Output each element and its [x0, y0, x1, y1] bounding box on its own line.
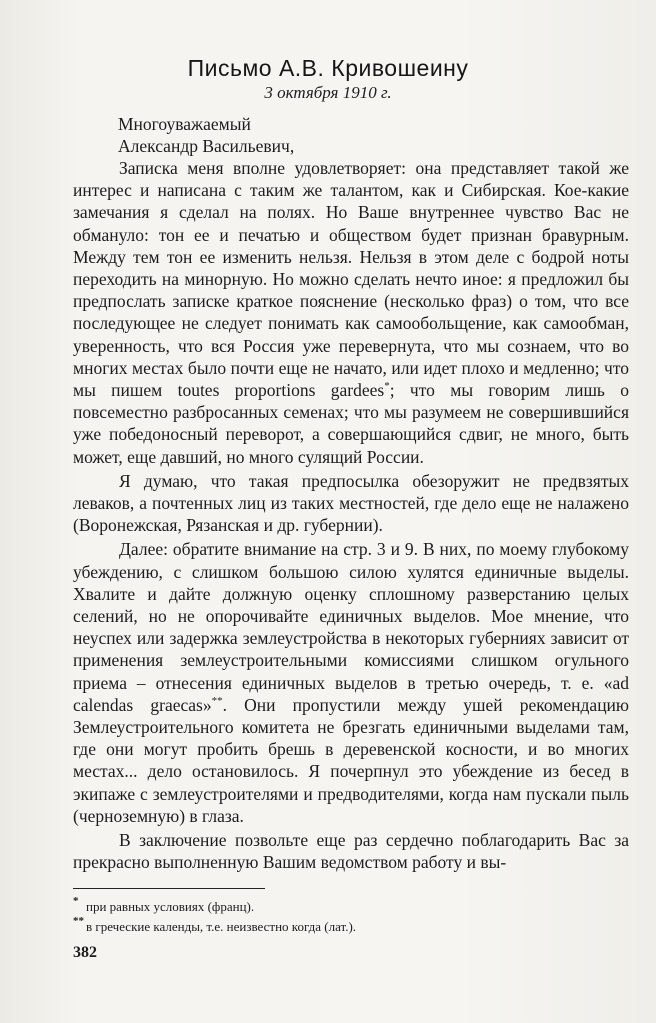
paragraph-text: Далее: обратите внимание на стр. 3 и 9. В них, по моему глубокому убеждению, с слишком большою силою хулятся единичные выделы. Хвалите и дайте должную оценку сплошному разверстанию целых селений, но не опорочивайте единичных выделов. Мое мнение, что неуспех или задержка землеустройства в некоторых губерниях зависит от применения землеустроительными комиссиями слишком огульного приема – отнесения единичных выделов в третью очередь, т. е. «ad calendas graecas» — [73, 539, 629, 715]
paragraph — [73, 829, 629, 873]
letter-title: Письмо А.В. Кривошеину — [187, 55, 469, 81]
footnote-reference: * — [384, 380, 390, 393]
paragraph-text: Записка меня вполне удовлетворяет: она представляет такой же интерес и написана с таким же талантом, как и Сибирская. Кое-какие замечания я сделал на полях. Но Ваше внутреннее чувство Вас не обмануло: тон ее и печатью и обществом будет признан бравурным. Между тем тон ее изменить нельзя. Нельзя в этом деле с бодрой ноты переходить на минорную. Но можно сделать нечто иное: я предложил бы предпослать записке краткое пояснение (несколько фраз) о том, что все последующее не следует понимать как самообольщение, как самообман, уверенность, что вся Россия уже перевернута, что мы сознаем, что во многих местах было почти еще не начато, или идет плохо и медленно; что мы пишем toutes proportions gardees — [73, 158, 629, 401]
salutation-line: Александр Васильевич, — [118, 136, 295, 157]
footnote-text: при равных условиях (франц). — [86, 899, 255, 914]
salutation-line: Многоуважаемый — [118, 114, 251, 134]
footnote — [73, 917, 356, 937]
letter-date: 3 октября 1910 г. — [264, 83, 392, 102]
paragraph — [73, 538, 629, 827]
paragraph-text: ; что мы говорим лишь о повсеместно разбросанных семенах; что мы разумеем не совершившийся уже победоносный переворот, а совершающийся сдвиг, не много, быть может, еще давший, но много сулящий России. — [73, 380, 630, 467]
footnote-reference: ** — [211, 695, 223, 708]
footnote-mark: * — [73, 895, 79, 907]
salutation — [118, 113, 294, 157]
footnotes — [73, 897, 356, 937]
paragraph — [73, 157, 629, 468]
page-number: 382 — [73, 944, 97, 961]
footnote-mark: ** — [73, 915, 84, 927]
letter-body — [73, 157, 629, 874]
footnote-text: в греческие календы, т.е. неизвестно когда (лат.). — [86, 919, 357, 934]
footnote — [73, 897, 356, 917]
paragraph — [73, 470, 629, 537]
paragraph-text: В заключение позвольте еще раз сердечно поблагодарить Вас за прекрасно выполненную Вашим ведомством работу и вы- — [73, 830, 629, 873]
footnote-divider — [73, 888, 265, 889]
paragraph-text: Я думаю, что такая предпосылка обезоружит не предвзятых леваков, а почтенных лиц из таких местностей, где дело еще не налажено (Воронежская, Рязанская и др. губернии). — [73, 470, 629, 536]
paragraph-text: . Они пропустили между ушей рекомендацию Землеустроительного комитета не брезгать единичными выделами там, где они могут пробить брешь в деревенской косности, и во многих местах... дело остановилось. Я почерпнул это убеждение из бесед в экипаже с землеустроителями и предводителями, когда нам пускали пыль (черноземную) в глаза. — [73, 694, 629, 826]
